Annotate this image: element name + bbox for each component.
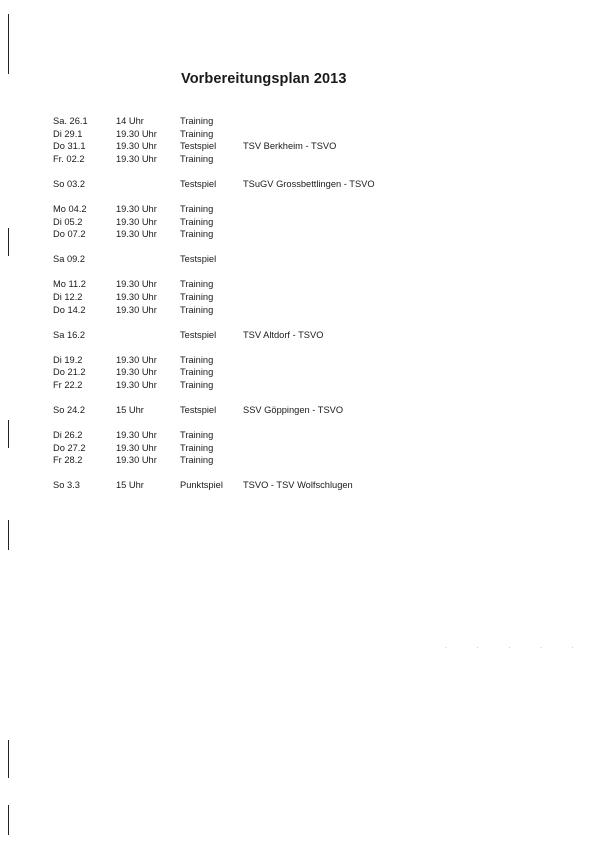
schedule-table <box>53 115 553 504</box>
schedule-group <box>53 178 553 191</box>
scan-noise: · · · · · <box>445 645 588 651</box>
schedule-row <box>53 178 553 191</box>
schedule-row <box>53 379 553 392</box>
schedule-row <box>53 278 553 291</box>
row-date: So 3.3 <box>53 480 80 491</box>
row-date: Fr 22.2 <box>53 379 83 390</box>
row-date: Di 12.2 <box>53 291 83 302</box>
schedule-row <box>53 228 553 241</box>
row-type: Training <box>180 216 214 227</box>
row-time: 15 Uhr <box>116 480 144 491</box>
row-date: Mo 04.2 <box>53 203 87 214</box>
schedule-group <box>53 479 553 492</box>
row-time: 19.30 Uhr <box>116 279 157 290</box>
schedule-row <box>53 479 553 492</box>
schedule-row <box>53 442 553 455</box>
row-time: 19.30 Uhr <box>116 379 157 390</box>
row-date: Di 29.1 <box>53 128 83 139</box>
schedule-row <box>53 429 553 442</box>
row-match: SSV Göppingen - TSVO <box>243 405 344 415</box>
schedule-group <box>53 354 553 392</box>
row-date: Sa 16.2 <box>53 329 86 340</box>
scan-edge-line-lower <box>8 520 9 550</box>
schedule-group <box>53 278 553 316</box>
row-time: 19.30 Uhr <box>116 442 157 453</box>
scan-edge-line-middle <box>8 420 9 448</box>
schedule-group <box>53 329 553 342</box>
row-date: So 03.2 <box>53 178 86 189</box>
row-match: TSV Altdorf - TSVO <box>243 329 324 340</box>
row-type: Training <box>180 291 214 302</box>
row-type: Testspiel <box>180 178 217 189</box>
row-type: Testspiel <box>180 329 217 340</box>
row-date: Sa. 26.1 <box>53 116 88 126</box>
row-type: Punktspiel <box>180 480 223 491</box>
schedule-row <box>53 153 553 166</box>
row-type: Training <box>180 116 214 126</box>
row-date: So 24.2 <box>53 405 86 415</box>
row-type: Testspiel <box>180 141 217 152</box>
schedule-row <box>53 366 553 379</box>
row-date: Do 31.1 <box>53 141 86 152</box>
row-date: Mo 11.2 <box>53 279 86 290</box>
row-type: Training <box>180 354 214 365</box>
row-time: 19.30 Uhr <box>116 203 157 214</box>
schedule-row <box>53 454 553 467</box>
scan-edge-line-upper <box>8 228 9 256</box>
row-time: 19.30 Uhr <box>116 229 157 240</box>
schedule-group <box>53 203 553 241</box>
schedule-row <box>53 253 553 266</box>
row-time: 19.30 Uhr <box>116 141 157 152</box>
row-type: Training <box>180 379 214 390</box>
row-type: Training <box>180 128 214 139</box>
row-match: TSVO - TSV Wolfschlugen <box>243 480 353 491</box>
row-time: 19.30 Uhr <box>116 455 157 466</box>
row-time: 19.30 Uhr <box>116 153 157 164</box>
row-type: Testspiel <box>180 254 217 265</box>
row-date: Di 05.2 <box>53 216 83 227</box>
row-date: Sa 09.2 <box>53 254 86 265</box>
schedule-row <box>53 203 553 216</box>
row-type: Training <box>180 279 214 290</box>
schedule-row <box>53 115 553 128</box>
row-type: Testspiel <box>180 405 217 415</box>
row-date: Do 27.2 <box>53 442 86 453</box>
schedule-group <box>53 115 553 165</box>
row-time: 14 Uhr <box>116 116 144 126</box>
schedule-row <box>53 304 553 317</box>
row-type: Training <box>180 304 214 315</box>
row-type: Training <box>180 455 214 466</box>
scan-edge-line-bottom <box>8 740 9 778</box>
row-match: TSV Berkheim - TSVO <box>243 141 337 152</box>
row-date: Do 07.2 <box>53 229 86 240</box>
row-date: Do 21.2 <box>53 367 86 378</box>
row-date: Fr 28.2 <box>53 455 83 466</box>
schedule-row <box>53 404 553 417</box>
schedule-group <box>53 253 553 266</box>
row-date: Di 19.2 <box>53 354 83 365</box>
row-time: 19.30 Uhr <box>116 354 157 365</box>
row-date: Fr. 02.2 <box>53 153 85 164</box>
schedule-row <box>53 329 553 342</box>
row-time: 19.30 Uhr <box>116 128 157 139</box>
row-date: Do 14.2 <box>53 304 86 315</box>
schedule-row <box>53 140 553 153</box>
row-time: 19.30 Uhr <box>116 430 157 441</box>
row-type: Training <box>180 203 214 214</box>
scan-edge-line-foot <box>8 805 9 835</box>
row-time: 19.30 Uhr <box>116 216 157 227</box>
row-type: Training <box>180 153 214 164</box>
schedule-row <box>53 354 553 367</box>
row-date: Di 26.2 <box>53 430 83 441</box>
row-time: 15 Uhr <box>116 405 144 415</box>
schedule-group <box>53 404 553 417</box>
row-type: Training <box>180 229 214 240</box>
schedule-row <box>53 216 553 229</box>
row-time: 19.30 Uhr <box>116 367 157 378</box>
row-type: Training <box>180 430 214 441</box>
row-time: 19.30 Uhr <box>116 304 157 315</box>
schedule-group <box>53 429 553 467</box>
schedule-row <box>53 128 553 141</box>
row-time: 19.30 Uhr <box>116 291 157 302</box>
row-match: TSuGV Grossbettlingen - TSVO <box>243 178 375 189</box>
row-type: Training <box>180 442 214 453</box>
scan-edge-line-top <box>8 14 9 74</box>
row-type: Training <box>180 367 214 378</box>
document-title: Vorbereitungsplan 2013 <box>181 71 347 87</box>
schedule-row <box>53 291 553 304</box>
